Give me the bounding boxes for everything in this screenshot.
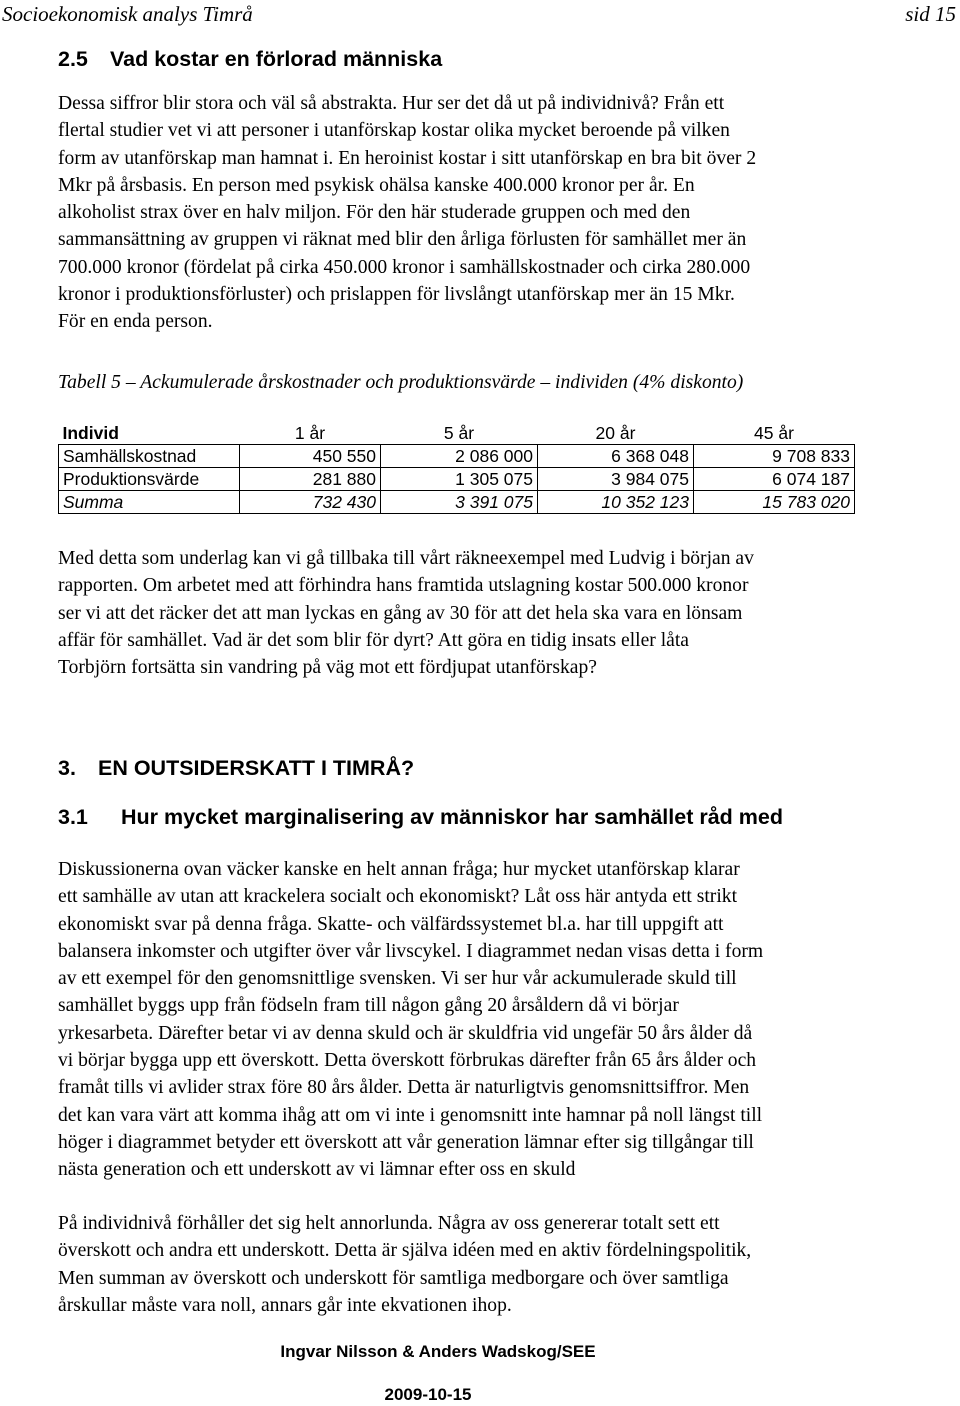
text-line: ett samhälle av utan att krackelera socialt och ekonomiskt? Låt oss här antyda ett strikt: [58, 886, 738, 908]
text-line: 700.000 kronor (fördelat på cirka 450.000 kronor i samhällskostnader och cirka 280.000: [58, 256, 751, 278]
table-header-cell: 1 år: [294, 423, 326, 443]
text-line: kronor i produktionsförluster) och prislappen för livslångt utanförskap mer än 15 Mkr.: [58, 284, 735, 306]
footer-authors: Ingvar Nilsson & Anders Wadskog/SEE: [280, 1342, 596, 1361]
text-line: sammansättning av gruppen vi räknat med blir den årliga förlusten för samhället mer än: [58, 229, 747, 251]
text-line: alkoholist strax över en halv miljon. För den här studerade gruppen och med den: [58, 202, 691, 224]
table-cell: 3 391 075: [381, 491, 538, 514]
text-line: Dessa siffror blir stora och väl så abstrakta. Hur ser det då ut på individnivå? Från ett: [58, 93, 725, 114]
text-line: vi börjar bygga upp ett överskott. Detta överskott förbrukas därefter från 65 års ålder och: [58, 1050, 757, 1072]
table-header-cell: 45 år: [754, 423, 794, 443]
table-cell: 1 305 075: [381, 468, 538, 491]
section-title: Vad kostar en förlorad människa: [109, 47, 443, 71]
text-line: Diskussionerna ovan väcker kanske en helt annan fråga; hur mycket utanförskap klarar: [58, 859, 740, 880]
table-row: [59, 445, 855, 468]
text-line: samhället byggs upp från födseln fram till någon gång 20 årsåldern då vi börjar: [58, 995, 679, 1017]
text-line: För en enda person.: [58, 311, 213, 333]
section-heading-3-1: [58, 805, 783, 830]
table-total-row: [59, 491, 855, 514]
text-line: Torbjörn fortsätta sin vandring på väg mot ett fördjupat utanförskap?: [58, 657, 597, 679]
text-line: yrkesarbeta. Därefter betar vi av denna skuld och är skuldfria vid ungefär 50 års ålder då: [58, 1022, 753, 1044]
text-line: överskott och andra ett underskott. Detta är själva idéen med en aktiv fördelningspolitik,: [58, 1240, 752, 1262]
page-number: sid 15: [905, 2, 956, 26]
text-line: årskullar måste vara noll, annars går inte ekvationen ihop.: [58, 1294, 512, 1316]
table-cell: 10 352 123: [538, 491, 694, 514]
row-label: Samhällskostnad: [59, 445, 240, 468]
table-cell: 281 880: [240, 468, 381, 491]
text-line: rapporten. Om arbetet med att förhindra hans framtida utslagning kostar 500.000 kronor: [58, 575, 749, 597]
text-line: framåt tills vi avlider strax före 80 års ålder. Detta är naturligtvis genomsnittsiffror. Men: [58, 1077, 750, 1099]
table-cell: 6 074 187: [694, 468, 855, 491]
chapter-title: EN OUTSIDERSKATT I TIMRÅ?: [97, 756, 415, 780]
text-line: affär för samhället. Vad är det som blir för dyrt? Att göra en tidig insats eller låta: [58, 629, 689, 651]
text-line: På individnivå förhåller det sig helt annorlunda. Några av oss genererar totalt sett ett: [58, 1213, 720, 1234]
table-cell: 450 550: [240, 445, 381, 468]
text-line: det kan vara värt att komma ihåg att om vi inte i genomsnitt inte hamnar på noll längst till: [58, 1104, 763, 1126]
text-line: Mkr på årsbasis. En person med psykisk ohälsa kanske 400.000 kronor per år. En: [58, 174, 695, 196]
section-number: 3.1: [58, 805, 88, 829]
text-line: av ett exempel för den genomsnittlige svensken. Vi ser hur vår ackumulerade skuld till: [58, 968, 737, 990]
paragraph-discussion: [58, 856, 918, 1184]
table-cell: 15 783 020: [694, 491, 855, 514]
text-line: Men summan av överskott och underskott för samtliga medborgare och över samtliga: [58, 1267, 729, 1289]
paragraph-intro: [58, 90, 918, 336]
table-cell: 9 708 833: [694, 445, 855, 468]
footer-date: 2009-10-15: [384, 1385, 472, 1404]
text-line: Med detta som underlag kan vi gå tillbaka till vårt räkneexempel med Ludvig i början av: [58, 548, 754, 569]
table-header-cell: 20 år: [595, 423, 636, 443]
table-cell: 3 984 075: [538, 468, 694, 491]
cost-table: [58, 422, 855, 514]
table-caption: Tabell 5 – Ackumulerade årskostnader och produktionsvärde – individen (4% diskonto): [58, 372, 744, 393]
table-cell: 6 368 048: [538, 445, 694, 468]
table-row: [59, 468, 855, 491]
text-line: ser vi att det räcker det att man lyckas en gång av 30 för att det hela ska vara en lönsam: [58, 602, 743, 624]
chapter-heading-3: [58, 756, 414, 781]
table-header-cell: 5 år: [443, 423, 475, 443]
section-heading-2-5: [58, 47, 442, 72]
text-line: ekonomiskt svar på denna fråga. Skatte- och välfärdssystemet bl.a. har till uppgift att: [58, 913, 724, 935]
paragraph-individual-level: [58, 1210, 918, 1319]
text-line: flertal studier vet vi att personer i utanförskap kostar olika mycket beroende på vilken: [58, 120, 730, 142]
text-line: balansera inkomster och utgifter över vår livscykel. I diagrammet nedan visas detta i form: [58, 940, 764, 962]
row-label: Produktionsvärde: [59, 468, 240, 491]
table-header-row: [59, 422, 855, 445]
text-line: höger i diagrammet betyder ett överskott att vår generation lämnar efter sig tillgångar till: [58, 1131, 754, 1153]
table-header-cell: Individ: [59, 422, 240, 445]
text-line: form av utanförskap man hamnat i. En heroinist kostar i sitt utanförskap en bra bit över 2: [58, 147, 757, 169]
table-cell: 732 430: [240, 491, 381, 514]
running-header-title: Socioekonomisk analys Timrå: [2, 2, 253, 26]
paragraph-ludvig-example: [58, 545, 918, 681]
section-title: Hur mycket marginalisering av människor har samhället råd med: [120, 805, 783, 829]
chapter-number: 3.: [58, 756, 76, 780]
table-cell: 2 086 000: [381, 445, 538, 468]
row-label: Summa: [59, 491, 240, 514]
section-number: 2.5: [58, 47, 88, 71]
text-line: nästa generation och ett underskott av vi lämnar efter oss en skuld: [58, 1159, 576, 1181]
